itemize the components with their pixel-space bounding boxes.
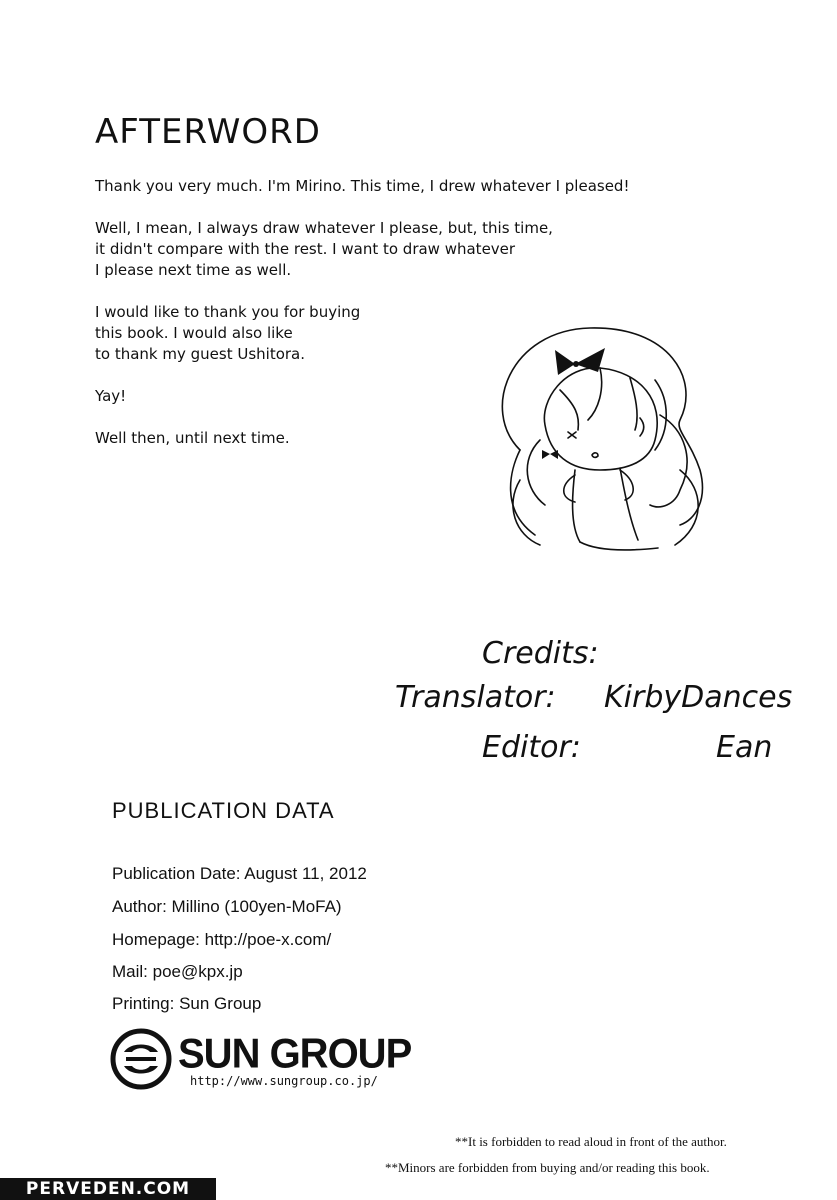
publication-date: Publication Date: August 11, 2012 [112, 864, 367, 883]
afterword-line: this book. I would also like [95, 324, 293, 342]
translator-name: KirbyDances [604, 680, 793, 715]
afterword-paragraph-3 [95, 302, 360, 365]
afterword-line: it didn't compare with the rest. I want to draw whatever [95, 240, 516, 258]
footnote-minors: **Minors are forbidden from buying and/or reading this book. [385, 1160, 710, 1175]
sun-group-url: http://www.sungroup.co.jp/ [190, 1074, 378, 1088]
publication-mail: Mail: poe@kpx.jp [112, 962, 243, 981]
chibi-character-illustration [480, 320, 720, 560]
afterword-line: I would like to thank you for buying [95, 303, 361, 321]
afterword-line: Yay! [95, 387, 127, 405]
publication-author: Author: Millino (100yen-MoFA) [112, 897, 342, 916]
afterword-line: Well, I mean, I always draw whatever I please, but, this time, [95, 219, 553, 237]
credits-heading: Credits: [482, 636, 599, 671]
site-watermark: PERVEDEN.COM [0, 1178, 216, 1200]
publication-homepage: Homepage: http://poe-x.com/ [112, 930, 332, 949]
publication-data-title: PUBLICATION DATA [112, 798, 335, 823]
sun-group-logo-icon [110, 1028, 172, 1090]
afterword-line: Thank you very much. I'm Mirino. This time, I drew whatever I pleased! [95, 177, 630, 195]
publication-printing: Printing: Sun Group [112, 994, 262, 1013]
afterword-title: AFTERWORD [95, 112, 321, 152]
afterword-paragraph-2 [95, 218, 553, 281]
sun-group-name: SUN GROUP [178, 1030, 412, 1078]
afterword-paragraph-5 [95, 428, 290, 449]
afterword-paragraph-4 [95, 386, 126, 407]
translator-label: Translator: [395, 680, 556, 715]
editor-name: Ean [716, 730, 773, 765]
afterword-line: Well then, until next time. [95, 429, 290, 447]
afterword-paragraph-1 [95, 176, 629, 197]
afterword-line: to thank my guest Ushitora. [95, 345, 305, 363]
afterword-line: I please next time as well. [95, 261, 292, 279]
editor-label: Editor: [482, 730, 581, 765]
footnote-read-aloud: **It is forbidden to read aloud in front of the author. [455, 1134, 727, 1149]
